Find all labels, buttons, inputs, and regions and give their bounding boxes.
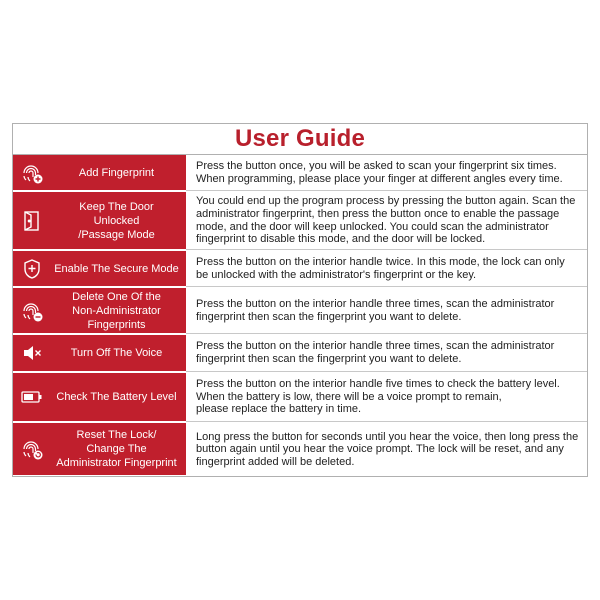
row-description: Press the button once, you will be asked to scan your fingerprint six times. When programming, please place your finger at different angles every time. (186, 155, 587, 191)
row-label: Check The Battery Level (56, 391, 177, 403)
guide-row-passage-mode (13, 192, 587, 251)
shield-icon (13, 258, 51, 280)
row-header (13, 192, 186, 250)
row-header (13, 423, 186, 476)
door-icon (13, 210, 51, 232)
row-label: Enable The Secure Mode (54, 262, 179, 275)
guide-row-reset-lock (13, 423, 587, 476)
row-label: Turn Off The Voice (70, 347, 163, 359)
fingerprint-remove-icon (13, 299, 51, 323)
mute-icon (13, 345, 51, 361)
row-label: Delete One Of the Non-Administrator Fingerprints (72, 290, 161, 331)
row-description: Press the button on the interior handle five times to check the battery level. When the battery is low, there will be a voice prompt to remain, please replace the battery in time. (186, 373, 587, 422)
row-label: Keep The Door Unlocked /Passage Mode (78, 200, 155, 241)
row-label: Reset The Lock/ Change The Administrator Fingerprint (56, 429, 177, 469)
row-header (13, 335, 186, 372)
row-header (13, 155, 186, 191)
fingerprint-add-icon (13, 161, 51, 185)
guide-row-battery-level (13, 373, 587, 423)
row-header (13, 251, 186, 287)
row-description: Press the button on the interior handle three times, scan the administrator fingerprint then scan the fingerprint you want to delete. (186, 288, 587, 334)
row-description: Press the button on the interior handle three times, scan the administrator fingerprint then scan the fingerprint you want to delete. (186, 335, 587, 372)
row-header (13, 288, 186, 334)
row-header (13, 373, 186, 422)
guide-row-delete-fingerprint (13, 288, 587, 335)
row-description: Long press the button for seconds until you hear the voice, then long press the button again until you hear the voice prompt. The lock will be reset, and any fingerprint added will be deleted. (196, 430, 579, 468)
guide-row-turn-off-voice (13, 335, 587, 373)
row-label: Add Fingerprint (78, 166, 155, 179)
row-description: Press the button on the interior handle twice. In this mode, the lock can only be unlocked with the administrator's fingerprint or the key. (186, 251, 587, 287)
guide-row-secure-mode (13, 251, 587, 288)
row-description: You could end up the program process by pressing the button again. Scan the administrator fingerprint, then press the button once to enable the passage mode, and the door will keep unlocked. You could scan the administrator fingerprint to disable this mode, and the door will be locked. (186, 192, 587, 250)
guide-row-add-fingerprint (13, 155, 587, 192)
fingerprint-reset-icon (13, 437, 51, 461)
guide-title: User Guide (13, 124, 587, 155)
user-guide-table (12, 123, 588, 477)
battery-icon (13, 391, 51, 403)
